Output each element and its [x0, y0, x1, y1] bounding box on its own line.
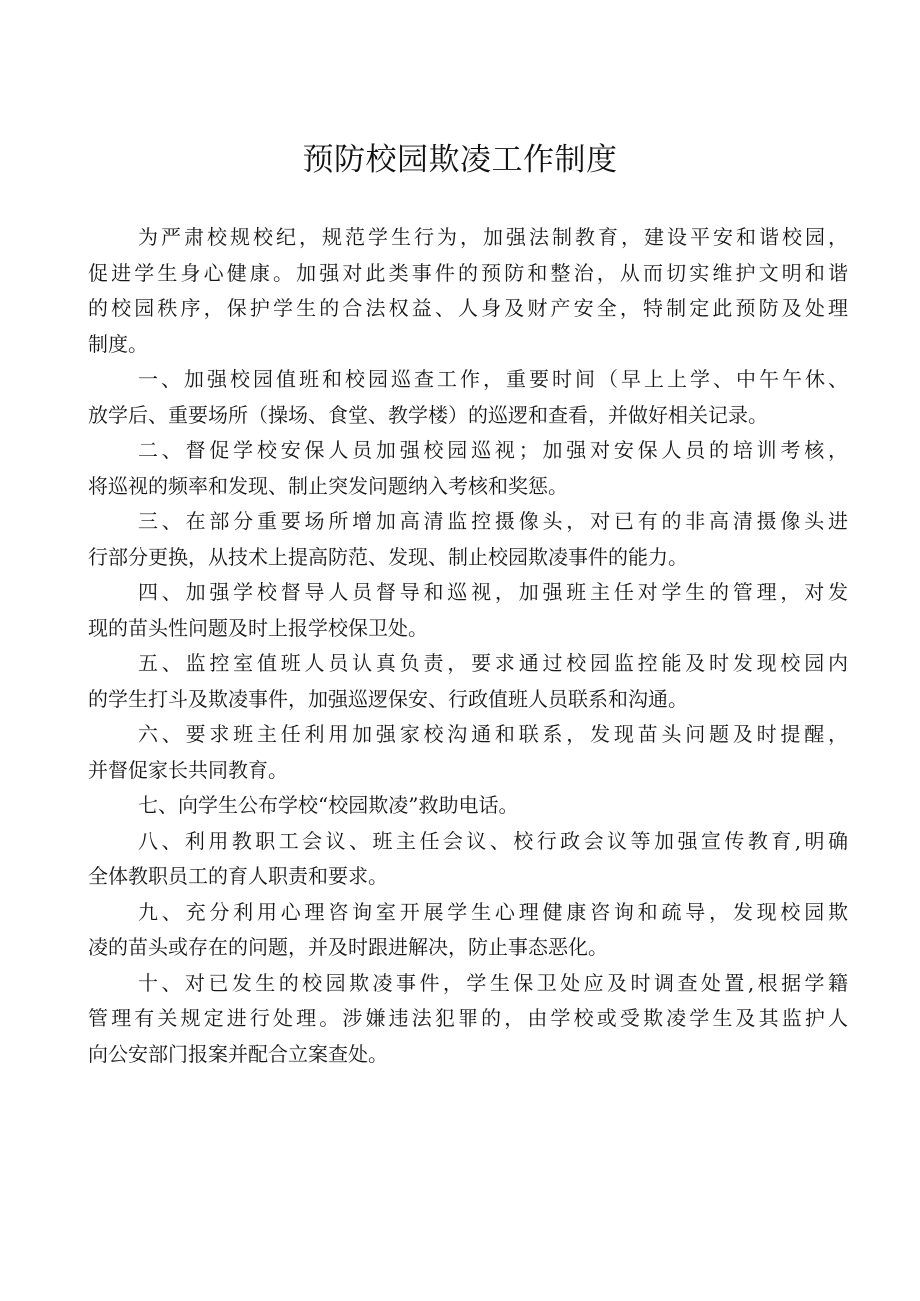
document-body	[88, 220, 848, 1072]
clause-3-paragraph	[88, 504, 848, 575]
paragraph-line: 九、充分利用心理咨询室开展学生心理健康咨询和疏导，发现校园欺	[138, 899, 848, 924]
paragraph-line: 四、加强学校督导人员督导和巡视，加强班主任对学生的管理，对发	[138, 580, 848, 604]
paragraph-line: 全体教职员工的育人职责和要求。	[88, 864, 388, 888]
paragraph-line: 一、加强校园值班和校园巡查工作，重要时间（早上上学、中午午休、	[138, 367, 848, 391]
paragraph-line: 的学生打斗及欺凌事件，加强巡逻保安、行政值班人员联系和沟通。	[88, 686, 688, 711]
clause-6-paragraph	[88, 717, 848, 788]
paragraph-line: 六、要求班主任利用加强家校沟通和联系，发现苗头问题及时提醒，	[138, 722, 848, 746]
paragraph-line: 向公安部门报案并配合立案查处。	[88, 1041, 388, 1066]
clause-2-paragraph	[88, 433, 848, 504]
paragraph-line: 放学后、重要场所（操场、食堂、教学楼）的巡逻和查看，并做好相关记录。	[88, 402, 768, 427]
paragraph-line: 管理有关规定进行处理。涉嫌违法犯罪的，由学校或受欺凌学生及其监护人	[88, 1006, 848, 1030]
paragraph-line: 为严肃校规校纪，规范学生行为，加强法制教育，建设平安和谐校园，	[138, 225, 848, 249]
paragraph-line: 八、利用教职工会议、班主任会议、校行政会议等加强宣传教育,明确	[138, 828, 848, 853]
clause-9-paragraph	[88, 895, 848, 966]
paragraph-line: 将巡视的频率和发现、制止突发问题纳入考核和奖惩。	[88, 473, 568, 498]
clause-1-paragraph	[88, 362, 848, 433]
document-title: 预防校园欺凌工作制度	[302, 142, 618, 178]
paragraph-line: 并督促家长共同教育。	[88, 757, 288, 782]
clause-10-paragraph	[88, 966, 848, 1073]
paragraph-line: 制度。	[88, 331, 148, 356]
paragraph-line: 五、监控室值班人员认真负责，要求通过校园监控能及时发现校园内	[138, 651, 848, 675]
paragraph-line: 现的苗头性问题及时上报学校保卫处。	[88, 615, 428, 640]
paragraph-line: 二、督促学校安保人员加强校园巡视；加强对安保人员的培训考核，	[138, 438, 848, 462]
paragraph-line: 促进学生身心健康。加强对此类事件的预防和整治，从而切实维护文明和谐	[88, 260, 848, 285]
paragraph-line: 凌的苗头或存在的问题，并及时跟进解决，防止事态恶化。	[88, 935, 608, 959]
paragraph-line: 十、对已发生的校园欺凌事件，学生保卫处应及时调查处置,根据学籍	[138, 970, 848, 995]
clause-4-paragraph	[88, 575, 848, 646]
paragraph-line: 行部分更换，从技术上提高防范、发现、制止校园欺凌事件的能力。	[88, 544, 688, 569]
clause-8-paragraph	[88, 824, 848, 895]
paragraph-line: 三、在部分重要场所增加高清监控摄像头，对已有的非高清摄像头进	[138, 509, 848, 533]
paragraph-line: 的校园秩序，保护学生的合法权益、人身及财产安全，特制定此预防及处理	[88, 296, 848, 320]
paragraph-line: 七、向学生公布学校“校园欺凌”救助电话。	[138, 793, 519, 817]
intro-paragraph	[88, 220, 848, 362]
clause-7-paragraph	[88, 788, 848, 824]
clause-5-paragraph	[88, 646, 848, 717]
